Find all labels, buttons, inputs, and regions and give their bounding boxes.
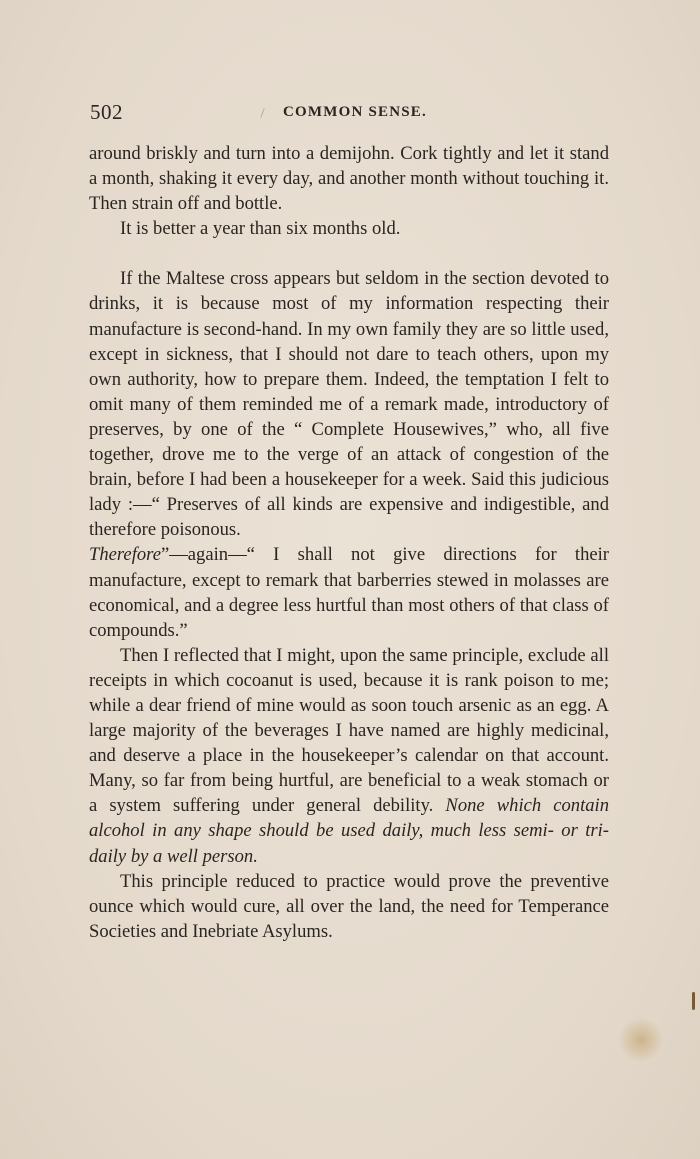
paragraph-text: ”—again—“ I shall not give directions for their manufacture, except to remark that barberries stewed in molasses are economical, and a degree less hurtful than most others of that class of compounds.” [89,544,609,641]
body-text [89,141,609,944]
page-header [90,100,610,128]
paragraph [89,643,609,869]
italic-text: None which contain alcohol in any shape should be used daily, much less semi- or tri-daily by a well person. [89,795,609,867]
paragraph-continuation: around briskly and turn into a demijohn. Cork tightly and let it stand a month, shaking it every day, and another month without touching it. Then strain off and bottle. [89,143,609,215]
edge-mark [692,992,695,1010]
page-number: 502 [90,100,123,124]
paragraph-text: Then I reflected that I might, upon the same principle, exclude all receipts in which cocoanut is used, because it is rank poison to me; while a dear friend of mine would as soon touch arsenic as an egg. A large majority of the beverages I have named are highly medicinal, and deserve a place in the housekeeper’s calendar on that account. Many, so far from being hurtful, are beneficial to a weak stomach or a system suffering under general debility. [89,644,609,817]
paragraph: If the Maltese cross appears but seldom in the section devoted to drinks, it is because most of my information respecting their manufacture is second-hand. In my own family they are so little used, except in sickness, that I should not dare to teach others, upon my own authority, how to prepare them. Indeed, the temptation I felt to omit many of them reminded me of a remark made, introductory of preserves, by one of the “ Complete Housewives,” who, all five together, drove me to the verge of an attack of congestion of the brain, before I had been a housekeeper for a week. Said this judicious lady :—“ Preserves of all kinds are expensive and indigestible, and therefore poisonous. [89,268,609,541]
running-head: COMMON SENSE. [283,104,427,120]
print-mark [260,108,264,118]
paragraph: It is better a year than six months old. [120,218,401,240]
paragraph-continuation [89,542,609,642]
paper-stain [620,1018,662,1062]
italic-text: Therefore [89,544,161,566]
paragraph: This principle reduced to practice would prove the preventive ounce which would cure, all over the land, the need for Temperance Societies and Inebriate Asylums. [89,870,609,942]
